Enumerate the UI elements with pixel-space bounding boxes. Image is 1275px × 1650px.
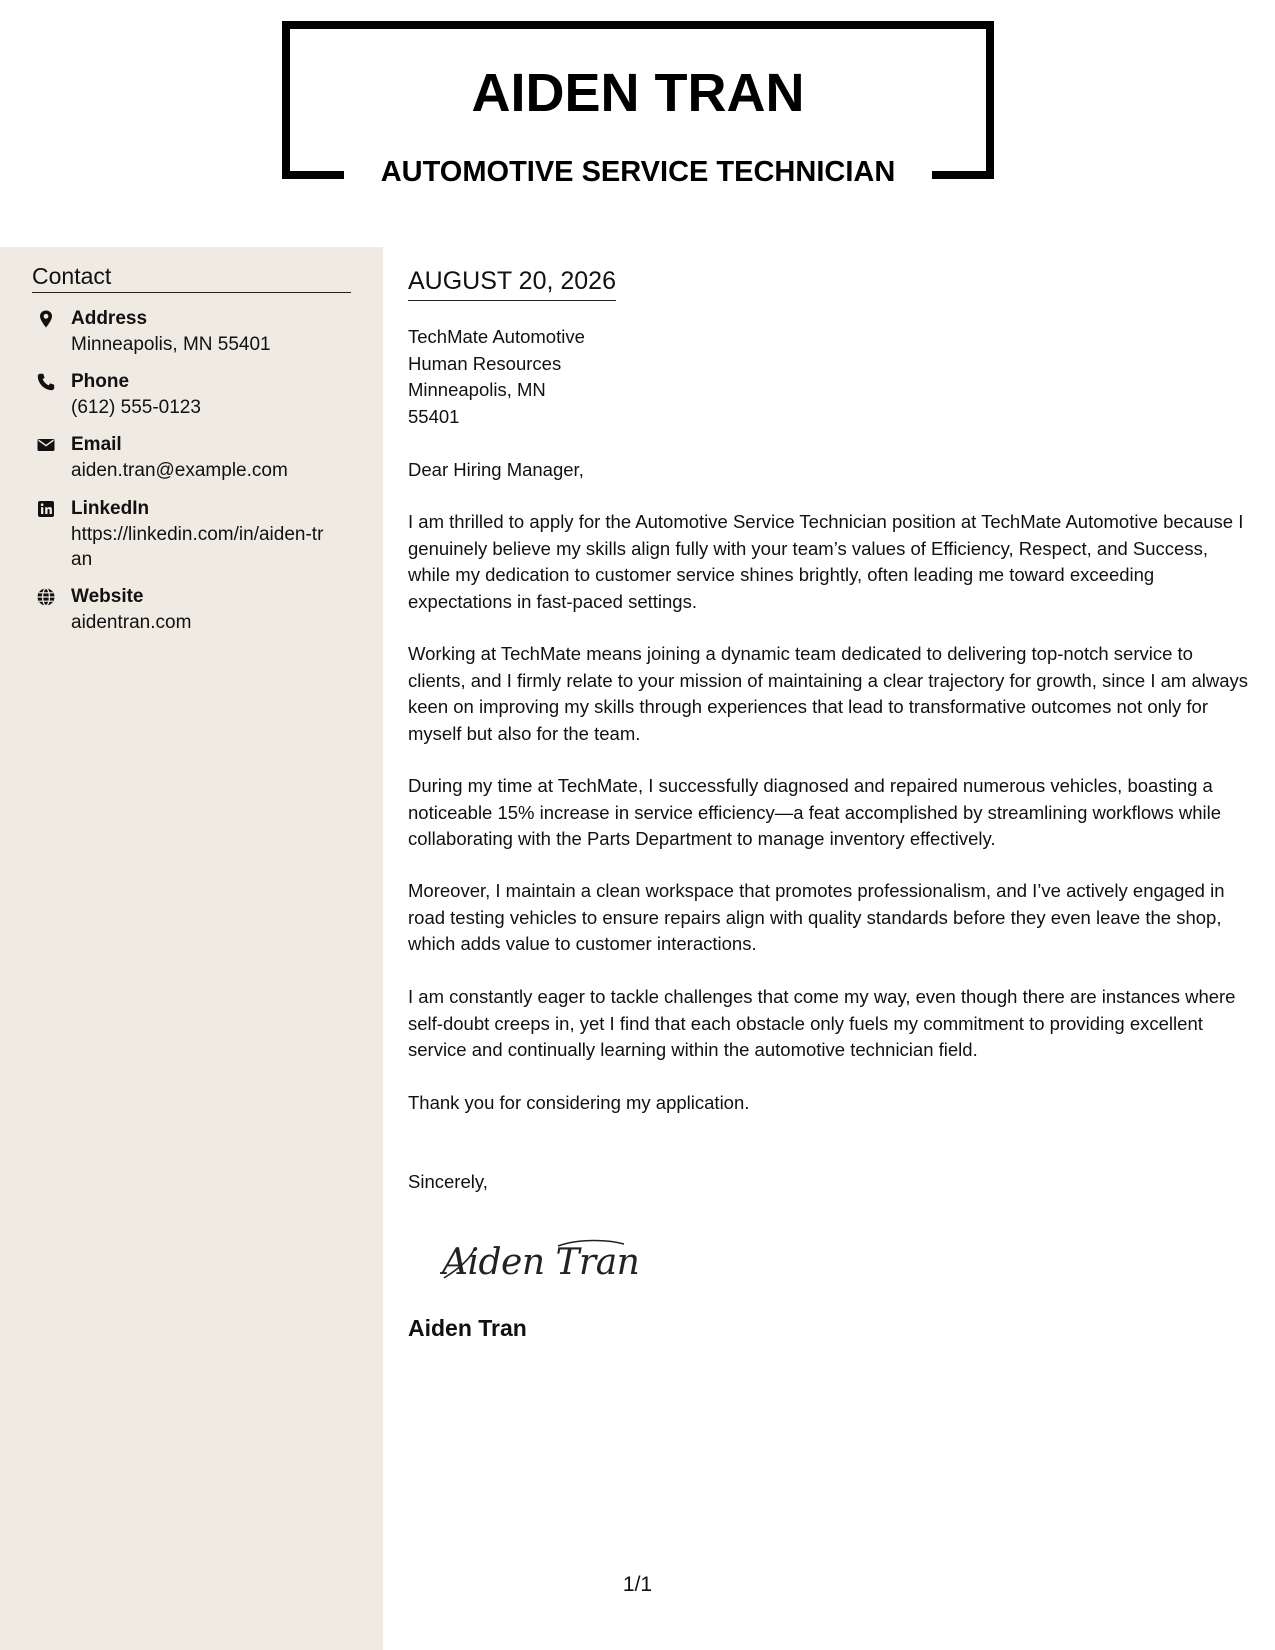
paragraph: During my time at TechMate, I successfully diagnosed and repaired numerous vehicles, boasting a noticeable 15% increase in service efficiency—a feat accomplished by streamlining workflows while collaborating with the Parts Department to manage inventory effectively. <box>408 775 1222 849</box>
contact-label: LinkedIn <box>71 498 150 519</box>
contact-label: Website <box>71 586 144 607</box>
greeting: Dear Hiring Manager, <box>408 459 584 480</box>
paragraph: Moreover, I maintain a clean workspace that promotes professionalism, and I’ve actively engaged in road testing vehicles to ensure repairs align with quality standards before they even leave the shop, which adds value to customer interactions. <box>408 880 1225 954</box>
paragraph: I am thrilled to apply for the Automotive Service Technician position at TechMate Automotive because I genuinely believe my skills align fully with your team’s values of Efficiency, Respect, and Success, while my dedication to customer service shines brightly, often leading me toward exceeding expectations in fast-paced settings. <box>408 511 1244 612</box>
contact-label: Phone <box>71 371 130 392</box>
paragraph: Working at TechMate means joining a dynamic team dedicated to delivering top-notch service to clients, and I firmly relate to your mission of maintaining a clear trajectory for growth, since I am always keen on improving my skills through experiences that lead to transformative outcomes not only for myself but also for the team. <box>408 643 1249 744</box>
recipient-zip: 55401 <box>408 405 460 427</box>
sign-off: Sincerely, <box>408 1171 488 1192</box>
phone-icon <box>36 372 56 392</box>
contact-value: Minneapolis, MN 55401 <box>71 334 271 355</box>
handwritten-signature <box>440 1228 660 1298</box>
contact-link[interactable]: https://linkedin.com/in/aiden-tran <box>71 524 324 570</box>
map-pin-icon <box>36 309 56 329</box>
recipient-block <box>408 324 585 430</box>
recipient-company: TechMate Automotive <box>408 326 585 347</box>
letter-date: AUGUST 20, 2026 <box>408 266 616 301</box>
contact-link[interactable]: aiden.tran@example.com <box>71 460 288 481</box>
contact-label: Address <box>71 308 148 329</box>
recipient-department: Human Resources <box>408 352 562 374</box>
contact-label: Email <box>71 434 122 455</box>
recipient-city-state: Minneapolis, MN <box>408 379 546 400</box>
envelope-icon <box>36 435 56 455</box>
paragraph: I am constantly eager to tackle challenges that come my way, even though there are instances where self-doubt creeps in, yet I find that each obstacle only fuels my commitment to providing excellent service and continually learning within the automotive technician field. <box>408 986 1236 1060</box>
applicant-name: AIDEN TRAN <box>471 63 805 123</box>
job-title: AUTOMOTIVE SERVICE TECHNICIAN <box>380 156 896 188</box>
globe-icon <box>36 587 56 607</box>
contact-value: (612) 555-0123 <box>71 397 201 418</box>
closing-line: Thank you for considering my application. <box>408 1092 750 1113</box>
svg-text:Aiden Tran: Aiden Tran <box>442 1242 640 1283</box>
contact-link[interactable]: aidentran.com <box>71 612 192 633</box>
page-number: 1/1 <box>622 1573 653 1596</box>
contact-heading: Contact <box>32 262 351 293</box>
linkedin-icon <box>36 499 56 519</box>
signer-name: Aiden Tran <box>408 1315 527 1341</box>
